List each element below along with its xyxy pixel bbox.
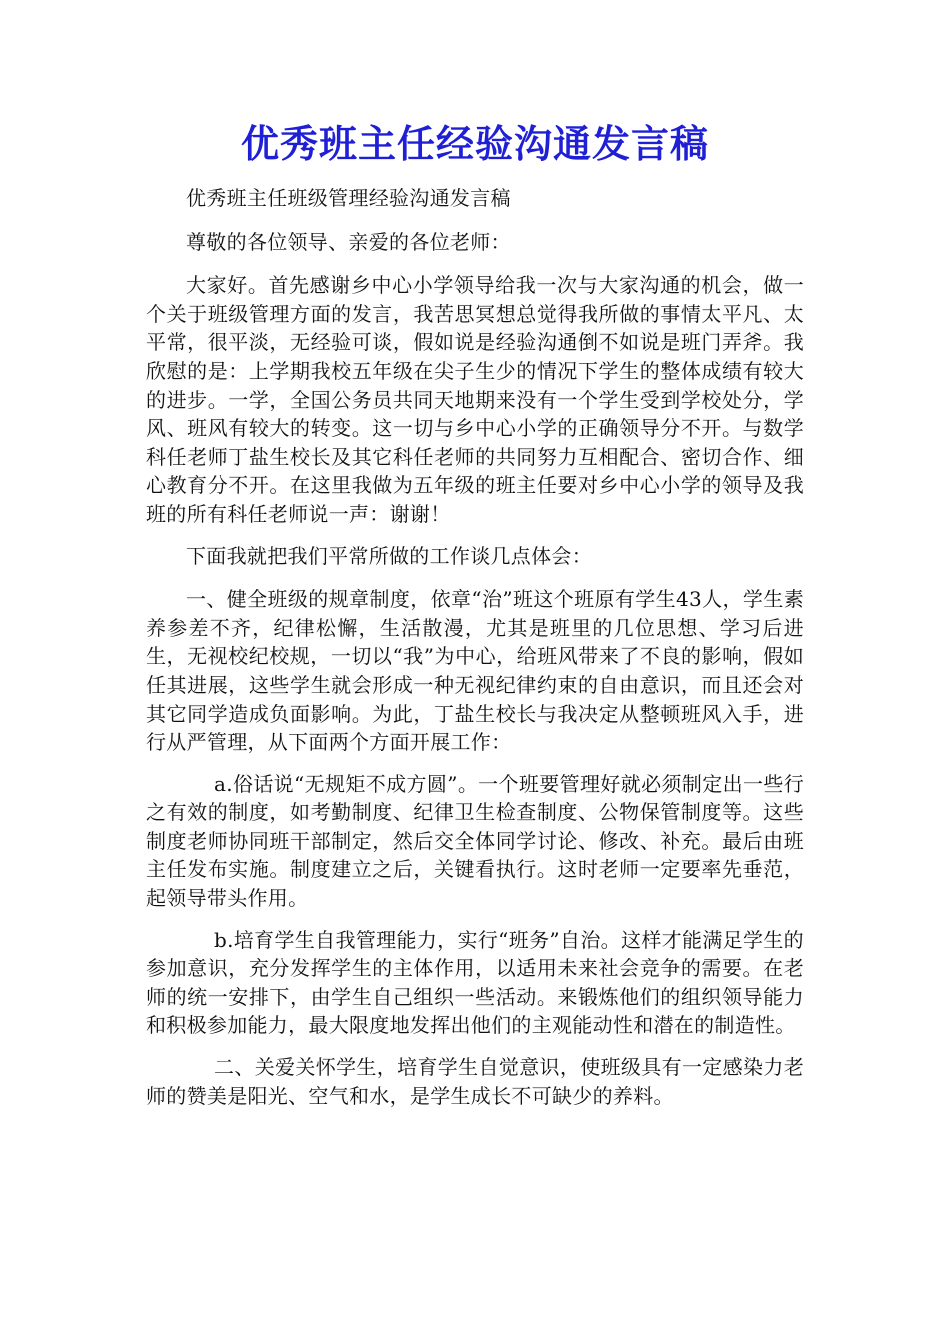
section-two-paragraph: 二、关爱关怀学生，培育学生自觉意识，使班级具有一定感染力老师的赞美是阳光、空气和水，是学生成长不可缺少的养料。 bbox=[146, 1055, 804, 1108]
document-title: 优秀班主任经验沟通发言稿 bbox=[240, 122, 709, 166]
section-one-paragraph: 一、健全班级的规章制度，依章“治”班这个班原有学生43人，学生素养参差不齐，纪律松懈，生活散漫，尤其是班里的几位思想、学习后进生，无视校纪校规，一切以“我”为中心，给班风带来了不良的影响，假如任其进展，这些学生就会形成一种无视纪律约束的自由意识，而且还会对其它同学造成负面影响。为此，丁盐生校长与我决定从整顿班风入手，进行从严管理，从下面两个方面开展工作： bbox=[146, 587, 804, 755]
salutation-paragraph: 尊敬的各位领导、亲爱的各位老师： bbox=[186, 229, 511, 254]
section-one-item-b: b.培育学生自我管理能力，实行“班务”自治。这样才能满足学生的参加意识，充分发挥学生的主体作用，以适用未来社会竞争的需要。在老师的统一安排下，由学生自己组织一些活动。来锻炼他们的组织领导能力和积极参加能力，最大限度地发挥出他们的主观能动性和潜在的制造性。 bbox=[146, 927, 804, 1038]
body-paragraph-transition: 下面我就把我们平常所做的工作谈几点体会： bbox=[186, 543, 592, 568]
body-paragraph-intro: 大家好。首先感谢乡中心小学领导给我一次与大家沟通的机会，做一个关于班级管理方面的发言，我苦思冥想总觉得我所做的事情太平凡、太平常，很平淡，无经验可谈，假如说是经验沟通倒不如说是班门弄斧。我欣慰的是：上学期我校五年级在尖子生少的情况下学生的整体成绩有较大的进步。一学，全国公务员共同天地期来没有一个学生受到学校处分，学风、班风有较大的转变。这一切与乡中心小学的正确领导分不开。与数学科任老师丁盐生校长及其它科任老师的共同努力互相配合、密切合作、细心教育分不开。在这里我做为五年级的班主任要对乡中心小学的领导及我班的所有科任老师说一声：谢谢！ bbox=[146, 273, 804, 526]
section-one-item-a: a.俗话说“无规矩不成方圆”。一个班要管理好就必须制定出一些行之有效的制度，如考勤制度、纪律卫生检查制度、公物保管制度等。这些制度老师协同班干部制定，然后交全体同学讨论、修改、补充。最后由班主任发布实施。制度建立之后，关键看执行。这时老师一定要率先垂范，起领导带头作用。 bbox=[146, 771, 804, 911]
subtitle-paragraph: 优秀班主任班级管理经验沟通发言稿 bbox=[186, 186, 511, 210]
